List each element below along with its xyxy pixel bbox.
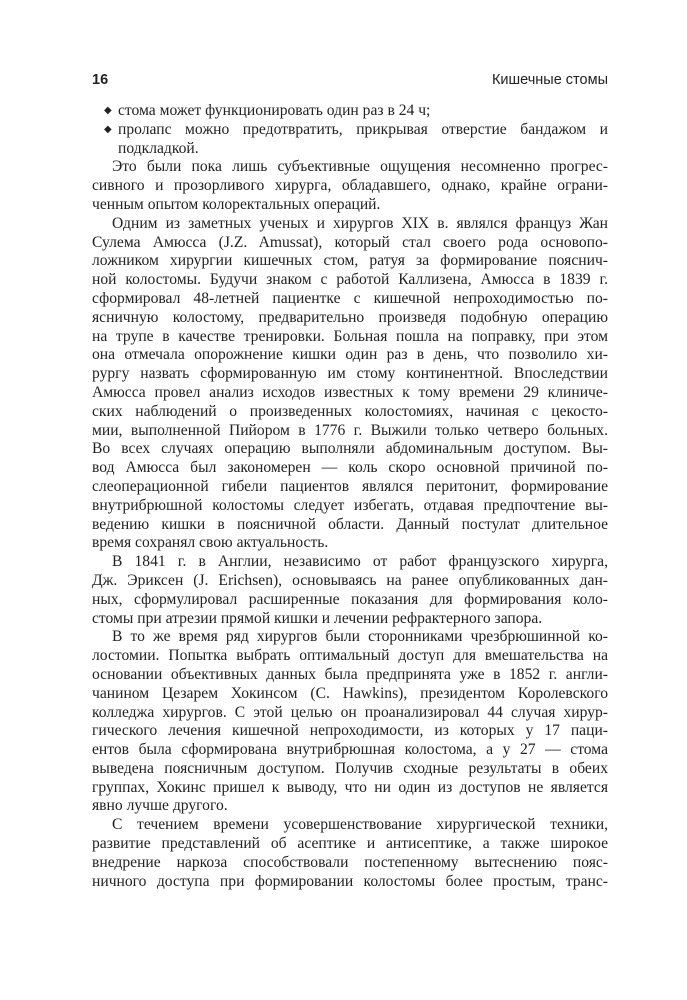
paragraph-line: ских наблюдений о произведенных колостомиях, начиная с цекосто- <box>92 402 608 420</box>
paragraph-line: ных, сформулировал расширенные показания для формирования коло- <box>92 590 608 608</box>
paragraph-line: явно лучше другого. <box>92 797 228 815</box>
paragraph-line: ничного доступа при формировании колостомы более простым, транс- <box>92 872 608 890</box>
paragraph-line: С течением времени усовершенствование хирургической техники, <box>112 816 608 834</box>
bullet-item-line <box>92 140 608 159</box>
paragraph-line: внутрибрюшной колостомы следует избегать, отдавая предпочтение вы- <box>92 496 608 514</box>
page-number: 16 <box>92 72 109 88</box>
paragraph-line: колледжа хирургов. С этой целью он проанализировал 44 случая хирур- <box>92 703 608 721</box>
page-body <box>92 102 608 891</box>
paragraph-line: слеоперационной гибели пациентов являлся перитонит, формирование <box>92 477 608 495</box>
paragraph-line: развитие представлений об асептике и антисептике, а также широкое <box>92 835 608 853</box>
paragraph-line: В то же время ряд хирургов были сторонниками чрезбрюшинной ко- <box>112 628 608 646</box>
paragraph-line: ной колостомы. Будучи знаком с работой Каллизена, Амюсса в 1839 г. <box>92 271 608 289</box>
paragraph-line: Дж. Эриксен (J. Erichsen), основываясь на ранее опубликованных дан- <box>92 571 608 589</box>
bullet-item-line <box>92 121 608 140</box>
paragraph-line: ченным опытом колоректальных операций. <box>92 195 381 213</box>
running-header <box>92 72 608 92</box>
paragraph-line: выведена поясничным доступом. Получив сходные результаты в обеих <box>92 759 608 777</box>
paragraph-line: ведению кишки в поясничной области. Данный постулат длительное <box>92 515 608 533</box>
paragraph-line: ентов была сформирована внутрибрюшная колостома, а у 27 — стома <box>92 741 608 759</box>
paragraph-line: Во всех случаях операцию выполняли абдоминальным доступом. Вы- <box>92 440 608 458</box>
paragraph-line: время сохранял свою актуальность. <box>92 534 329 552</box>
paragraph-line: стомы при атрезии прямой кишки и лечении рефрактерного запора. <box>92 609 543 627</box>
paragraph-line: внедрение наркоза способствовали постепенному вытеснению пояс- <box>92 853 608 871</box>
running-title: Кишечные стомы <box>491 72 608 88</box>
line-text: подкладкой. <box>118 139 199 157</box>
bullet-item-line <box>92 102 608 121</box>
paragraph-line: мии, выполненной Пийором в 1776 г. Выжили только четверо больных. <box>92 421 608 439</box>
paragraph-line: Амюсса провел анализ исходов известных к тому времени 29 клиниче- <box>92 383 608 401</box>
paragraph-line: группах, Хокинс пришел к выводу, что ни один из доступов не является <box>92 778 608 796</box>
paragraph-line: чанином Цезарем Хокинсом (C. Hawkins), президентом Королевского <box>92 684 608 702</box>
line-text: пролапс можно предотвратить, прикрывая отверстие бандажом и <box>118 120 608 138</box>
paragraph-line: основании объективных данных была предпринята уже в 1852 г. англи- <box>92 665 608 683</box>
paragraph-line: Это были пока лишь субъективные ощущения несомненно прогрес- <box>112 158 608 176</box>
line-text: стома может функционировать один раз в 24 ч; <box>118 102 431 119</box>
diamond-bullet-icon: ◆ <box>104 123 112 135</box>
paragraph-line: сформировал 48-летней пациентке с кишечной непроходимостью по- <box>92 289 608 307</box>
diamond-bullet-icon: ◆ <box>104 105 112 116</box>
paragraph-line: В 1841 г. в Англии, независимо от работ французского хирурга, <box>112 553 608 571</box>
paragraph-line: на трупе в качестве тренировки. Больная пошла на поправку, при этом <box>92 327 608 345</box>
paragraph-line: гического лечения кишечной непроходимости, из которых у 17 паци- <box>92 722 608 740</box>
paragraph-line: ясничную колостому, предварительно произведя подобную операцию <box>92 308 608 326</box>
paragraph-line: Сулема Амюсса (J.Z. Amussat), который стал своего рода основопо- <box>92 233 608 251</box>
paragraph-line: сивного и прозорливого хирурга, обладавшего, однако, крайне ограни- <box>92 177 608 195</box>
paragraph-line: Одним из заметных ученых и хирургов XIX в. являлся француз Жан <box>112 214 608 232</box>
paragraph-line: вод Амюсса был закономерен — коль скоро основной причиной по- <box>92 459 608 477</box>
paragraph-line: ложником хирургии кишечных стом, ратуя за формирование пояснич- <box>92 252 608 270</box>
paragraph-line: она отмечала опорожнение кишки один раз в день, что позволило хи- <box>92 346 608 364</box>
paragraph-line: рургу назвать сформированную им стому континентной. Впоследствии <box>92 365 608 383</box>
paragraph-line: лостомии. Попытка выбрать оптимальный доступ для вмешательства на <box>92 647 608 665</box>
